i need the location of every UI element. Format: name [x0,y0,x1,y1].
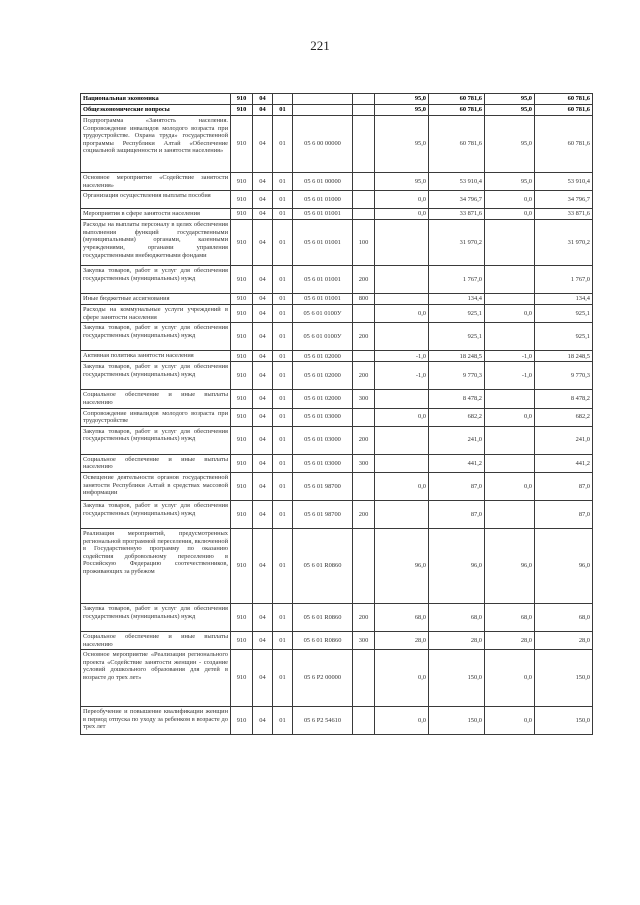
subsection-code-cell: 01 [273,209,293,220]
subsection-code-cell: 01 [273,650,293,707]
amount-4-cell: 9 770,3 [535,362,593,390]
row-name-cell: Закупка товаров, работ и услуг для обеспечения государственных (муниципальных) нужд [81,266,231,294]
amount-1-cell: 95,0 [375,173,429,191]
table-row [81,362,593,390]
ministry-code-cell: 910 [231,351,253,362]
amount-1-cell [375,500,429,528]
amount-3-cell: 0,0 [485,209,535,220]
expense-type-code-cell [353,305,375,323]
row-name-cell: Организация осуществления выплаты пособия [81,191,231,209]
table-row [81,390,593,408]
row-name-cell: Иные бюджетные ассигнования [81,294,231,305]
expense-type-code-cell [353,105,375,116]
subsection-code-cell: 01 [273,351,293,362]
ministry-code-cell: 910 [231,500,253,528]
row-name-cell: Расходы на выплаты персоналу в целях обеспечения выполнения функций государственными (муниципальными) органами, казенными учреждениями, органами управления государственными внебюджетными фондами [81,220,231,266]
amount-3-cell: -1,0 [485,362,535,390]
table-row [81,426,593,454]
expense-type-code-cell [353,707,375,735]
target-article-code-cell: 05 6 01 01000 [293,191,353,209]
amount-1-cell: 95,0 [375,94,429,105]
ministry-code-cell: 910 [231,408,253,426]
amount-1-cell: 95,0 [375,116,429,173]
subsection-code-cell: 01 [273,173,293,191]
amount-2-cell: 18 248,5 [429,351,485,362]
table-row [81,209,593,220]
ministry-code-cell: 910 [231,454,253,472]
amount-1-cell [375,266,429,294]
amount-2-cell: 9 770,3 [429,362,485,390]
target-article-code-cell [293,105,353,116]
expense-type-code-cell: 300 [353,631,375,649]
table-row [81,650,593,707]
row-name-cell: Подпрограмма «Занятость населения. Сопровождение инвалидов молодого возраста при трудоустройстве. Охрана труда» государственной программы Республики Алтай «Обеспечение социальной защищенности и занятости населения» [81,116,231,173]
subsection-code-cell: 01 [273,603,293,631]
row-name-cell: Социальное обеспечение и иные выплаты населению [81,454,231,472]
subsection-code-cell: 01 [273,528,293,603]
amount-2-cell: 28,0 [429,631,485,649]
amount-1-cell [375,454,429,472]
table-row [81,173,593,191]
ministry-code-cell: 910 [231,362,253,390]
target-article-code-cell: 05 6 00 00000 [293,116,353,173]
target-article-code-cell: 05 6 01 R0860 [293,528,353,603]
target-article-code-cell: 05 6 01 R0860 [293,603,353,631]
amount-3-cell: -1,0 [485,351,535,362]
target-article-code-cell: 05 6 01 R0860 [293,631,353,649]
amount-2-cell: 87,0 [429,472,485,500]
expense-type-code-cell [353,173,375,191]
amount-3-cell: 0,0 [485,650,535,707]
amount-2-cell: 682,2 [429,408,485,426]
amount-4-cell: 87,0 [535,472,593,500]
amount-2-cell: 925,1 [429,305,485,323]
table-row [81,105,593,116]
row-name-cell: Социальное обеспечение и иные выплаты населению [81,390,231,408]
amount-4-cell: 68,0 [535,603,593,631]
ministry-code-cell: 910 [231,294,253,305]
amount-1-cell [375,220,429,266]
row-name-cell: Сопровождение инвалидов молодого возраста при трудоустройстве [81,408,231,426]
section-code-cell: 04 [253,173,273,191]
amount-3-cell [485,500,535,528]
expense-type-code-cell [353,528,375,603]
table-row [81,323,593,351]
section-code-cell: 04 [253,362,273,390]
amount-3-cell [485,220,535,266]
expense-type-code-cell: 100 [353,220,375,266]
amount-2-cell: 925,1 [429,323,485,351]
subsection-code-cell: 01 [273,305,293,323]
amount-1-cell: -1,0 [375,362,429,390]
expense-type-code-cell [353,351,375,362]
amount-1-cell [375,294,429,305]
section-code-cell: 04 [253,191,273,209]
subsection-code-cell: 01 [273,390,293,408]
amount-3-cell [485,426,535,454]
ministry-code-cell: 910 [231,305,253,323]
amount-1-cell [375,390,429,408]
amount-4-cell: 60 781,6 [535,94,593,105]
amount-3-cell: 28,0 [485,631,535,649]
target-article-code-cell: 05 6 01 03000 [293,426,353,454]
expense-type-code-cell [353,209,375,220]
amount-2-cell: 134,4 [429,294,485,305]
section-code-cell: 04 [253,351,273,362]
amount-2-cell: 150,0 [429,707,485,735]
target-article-code-cell: 05 6 01 03000 [293,454,353,472]
ministry-code-cell: 910 [231,105,253,116]
ministry-code-cell: 910 [231,220,253,266]
amount-3-cell: 95,0 [485,94,535,105]
amount-2-cell: 441,2 [429,454,485,472]
target-article-code-cell: 05 6 P2 00000 [293,650,353,707]
table-row [81,528,593,603]
amount-1-cell: -1,0 [375,351,429,362]
amount-2-cell: 31 970,2 [429,220,485,266]
target-article-code-cell: 05 6 P2 54610 [293,707,353,735]
row-name-cell: Закупка товаров, работ и услуг для обеспечения государственных (муниципальных) нужд [81,362,231,390]
amount-3-cell: 0,0 [485,472,535,500]
ministry-code-cell: 910 [231,209,253,220]
amount-4-cell: 96,0 [535,528,593,603]
section-code-cell: 04 [253,454,273,472]
target-article-code-cell: 05 6 01 03000 [293,408,353,426]
table-row [81,94,593,105]
ministry-code-cell: 910 [231,426,253,454]
section-code-cell: 04 [253,94,273,105]
amount-4-cell: 1 767,0 [535,266,593,294]
table-row [81,472,593,500]
amount-4-cell: 150,0 [535,650,593,707]
expense-type-code-cell: 200 [353,500,375,528]
target-article-code-cell: 05 6 01 01001 [293,266,353,294]
amount-3-cell: 95,0 [485,116,535,173]
amount-3-cell: 0,0 [485,408,535,426]
ministry-code-cell: 910 [231,191,253,209]
amount-4-cell: 33 871,6 [535,209,593,220]
table-row [81,408,593,426]
target-article-code-cell: 05 6 01 98700 [293,472,353,500]
target-article-code-cell: 05 6 01 01001 [293,220,353,266]
section-code-cell: 04 [253,631,273,649]
amount-4-cell: 31 970,2 [535,220,593,266]
ministry-code-cell: 910 [231,94,253,105]
amount-3-cell: 95,0 [485,105,535,116]
table-row [81,266,593,294]
amount-1-cell: 0,0 [375,209,429,220]
expense-type-code-cell [353,408,375,426]
table-row [81,294,593,305]
row-name-cell: Национальная экономика [81,94,231,105]
target-article-code-cell: 05 6 01 98700 [293,500,353,528]
amount-4-cell: 8 478,2 [535,390,593,408]
expense-type-code-cell: 200 [353,362,375,390]
amount-2-cell: 150,0 [429,650,485,707]
subsection-code-cell: 01 [273,323,293,351]
budget-table [80,93,593,735]
amount-4-cell: 134,4 [535,294,593,305]
ministry-code-cell: 910 [231,603,253,631]
ministry-code-cell: 910 [231,631,253,649]
amount-2-cell: 60 781,6 [429,116,485,173]
expense-type-code-cell: 800 [353,294,375,305]
amount-1-cell: 96,0 [375,528,429,603]
amount-4-cell: 682,2 [535,408,593,426]
row-name-cell: Закупка товаров, работ и услуг для обеспечения государственных (муниципальных) нужд [81,426,231,454]
subsection-code-cell: 01 [273,500,293,528]
expense-type-code-cell [353,650,375,707]
section-code-cell: 04 [253,305,273,323]
table-row [81,220,593,266]
amount-2-cell: 33 871,6 [429,209,485,220]
section-code-cell: 04 [253,500,273,528]
subsection-code-cell: 01 [273,294,293,305]
subsection-code-cell [273,94,293,105]
row-name-cell: Активная политика занятости населения [81,351,231,362]
target-article-code-cell: 05 6 01 01001 [293,294,353,305]
row-name-cell: Закупка товаров, работ и услуг для обеспечения государственных (муниципальных) нужд [81,603,231,631]
target-article-code-cell: 05 6 01 01001 [293,209,353,220]
row-name-cell: Закупка товаров, работ и услуг для обеспечения государственных (муниципальных) нужд [81,500,231,528]
section-code-cell: 04 [253,426,273,454]
amount-4-cell: 53 910,4 [535,173,593,191]
amount-2-cell: 60 781,6 [429,105,485,116]
section-code-cell: 04 [253,105,273,116]
amount-2-cell: 87,0 [429,500,485,528]
target-article-code-cell: 05 6 01 0100У [293,305,353,323]
section-code-cell: 04 [253,408,273,426]
row-name-cell: Переобучение и повышение квалификации женщин в период отпуска по уходу за ребенком в возрасте до трех лет [81,707,231,735]
section-code-cell: 04 [253,707,273,735]
amount-4-cell: 241,0 [535,426,593,454]
row-name-cell: Основное мероприятие «Реализация регионального проекта «Содействие занятости женщин - создание условий дошкольного образования для детей в возрасте до трех лет» [81,650,231,707]
subsection-code-cell: 01 [273,454,293,472]
amount-4-cell: 925,1 [535,323,593,351]
target-article-code-cell: 05 6 01 02000 [293,351,353,362]
amount-1-cell [375,323,429,351]
amount-3-cell: 0,0 [485,707,535,735]
section-code-cell: 04 [253,650,273,707]
ministry-code-cell: 910 [231,116,253,173]
amount-3-cell: 96,0 [485,528,535,603]
subsection-code-cell: 01 [273,191,293,209]
ministry-code-cell: 910 [231,266,253,294]
amount-3-cell [485,323,535,351]
amount-4-cell: 60 781,6 [535,105,593,116]
amount-2-cell: 60 781,6 [429,94,485,105]
expense-type-code-cell [353,94,375,105]
section-code-cell: 04 [253,528,273,603]
ministry-code-cell: 910 [231,707,253,735]
section-code-cell: 04 [253,323,273,351]
row-name-cell: Освещение деятельности органов государственной занятости Республики Алтай в средствах массовой информации [81,472,231,500]
amount-1-cell: 0,0 [375,191,429,209]
amount-3-cell [485,266,535,294]
table-row [81,707,593,735]
table-row [81,116,593,173]
ministry-code-cell: 910 [231,390,253,408]
amount-4-cell: 441,2 [535,454,593,472]
expense-type-code-cell: 200 [353,323,375,351]
amount-1-cell: 95,0 [375,105,429,116]
subsection-code-cell: 01 [273,426,293,454]
ministry-code-cell: 910 [231,472,253,500]
section-code-cell: 04 [253,266,273,294]
row-name-cell: Общеэкономические вопросы [81,105,231,116]
expense-type-code-cell [353,472,375,500]
subsection-code-cell: 01 [273,472,293,500]
target-article-code-cell: 05 6 01 02000 [293,390,353,408]
table-row [81,500,593,528]
amount-2-cell: 96,0 [429,528,485,603]
amount-3-cell [485,294,535,305]
row-name-cell: Основное мероприятие «Содействие занятости населения» [81,173,231,191]
amount-1-cell: 0,0 [375,650,429,707]
row-name-cell: Реализация мероприятий, предусмотренных региональной программой переселения, включенной в Государственную программу по оказанию содействия добровольному переселению в Российскую Федерацию соотечественников, проживающих за рубежом [81,528,231,603]
subsection-code-cell: 01 [273,408,293,426]
subsection-code-cell: 01 [273,362,293,390]
amount-1-cell: 28,0 [375,631,429,649]
expense-type-code-cell: 200 [353,426,375,454]
section-code-cell: 04 [253,209,273,220]
amount-2-cell: 53 910,4 [429,173,485,191]
ministry-code-cell: 910 [231,650,253,707]
subsection-code-cell: 01 [273,266,293,294]
subsection-code-cell: 01 [273,220,293,266]
table-row [81,603,593,631]
section-code-cell: 04 [253,220,273,266]
amount-4-cell: 34 796,7 [535,191,593,209]
amount-4-cell: 87,0 [535,500,593,528]
table-row [81,631,593,649]
amount-2-cell: 241,0 [429,426,485,454]
amount-1-cell: 68,0 [375,603,429,631]
ministry-code-cell: 910 [231,528,253,603]
amount-2-cell: 1 767,0 [429,266,485,294]
subsection-code-cell: 01 [273,116,293,173]
expense-type-code-cell: 200 [353,266,375,294]
target-article-code-cell: 05 6 01 02000 [293,362,353,390]
expense-type-code-cell: 200 [353,603,375,631]
row-name-cell: Социальное обеспечение и иные выплаты населению [81,631,231,649]
subsection-code-cell: 01 [273,631,293,649]
row-name-cell: Мероприятия в сфере занятости населения [81,209,231,220]
amount-3-cell: 68,0 [485,603,535,631]
section-code-cell: 04 [253,603,273,631]
amount-3-cell: 95,0 [485,173,535,191]
amount-3-cell [485,390,535,408]
expense-type-code-cell [353,191,375,209]
amount-2-cell: 8 478,2 [429,390,485,408]
table-row [81,191,593,209]
amount-1-cell: 0,0 [375,707,429,735]
amount-4-cell: 150,0 [535,707,593,735]
target-article-code-cell [293,94,353,105]
amount-1-cell [375,426,429,454]
expense-type-code-cell [353,116,375,173]
subsection-code-cell: 01 [273,105,293,116]
amount-4-cell: 18 248,5 [535,351,593,362]
ministry-code-cell: 910 [231,323,253,351]
target-article-code-cell: 05 6 01 0100У [293,323,353,351]
amount-1-cell: 0,0 [375,472,429,500]
amount-2-cell: 68,0 [429,603,485,631]
target-article-code-cell: 05 6 01 00000 [293,173,353,191]
amount-1-cell: 0,0 [375,408,429,426]
amount-3-cell: 0,0 [485,191,535,209]
table-row [81,305,593,323]
expense-type-code-cell: 300 [353,390,375,408]
table-row [81,454,593,472]
row-name-cell: Закупка товаров, работ и услуг для обеспечения государственных (муниципальных) нужд [81,323,231,351]
amount-4-cell: 925,1 [535,305,593,323]
expense-type-code-cell: 300 [353,454,375,472]
amount-4-cell: 60 781,6 [535,116,593,173]
budget-table-body [81,94,593,735]
ministry-code-cell: 910 [231,173,253,191]
section-code-cell: 04 [253,472,273,500]
section-code-cell: 04 [253,390,273,408]
amount-4-cell: 28,0 [535,631,593,649]
amount-3-cell [485,454,535,472]
subsection-code-cell: 01 [273,707,293,735]
amount-2-cell: 34 796,7 [429,191,485,209]
row-name-cell: Расходы на коммунальные услуги учреждений в сфере занятости населения [81,305,231,323]
amount-1-cell: 0,0 [375,305,429,323]
section-code-cell: 04 [253,294,273,305]
page-number: 221 [310,38,330,53]
amount-3-cell: 0,0 [485,305,535,323]
section-code-cell: 04 [253,116,273,173]
table-row [81,351,593,362]
